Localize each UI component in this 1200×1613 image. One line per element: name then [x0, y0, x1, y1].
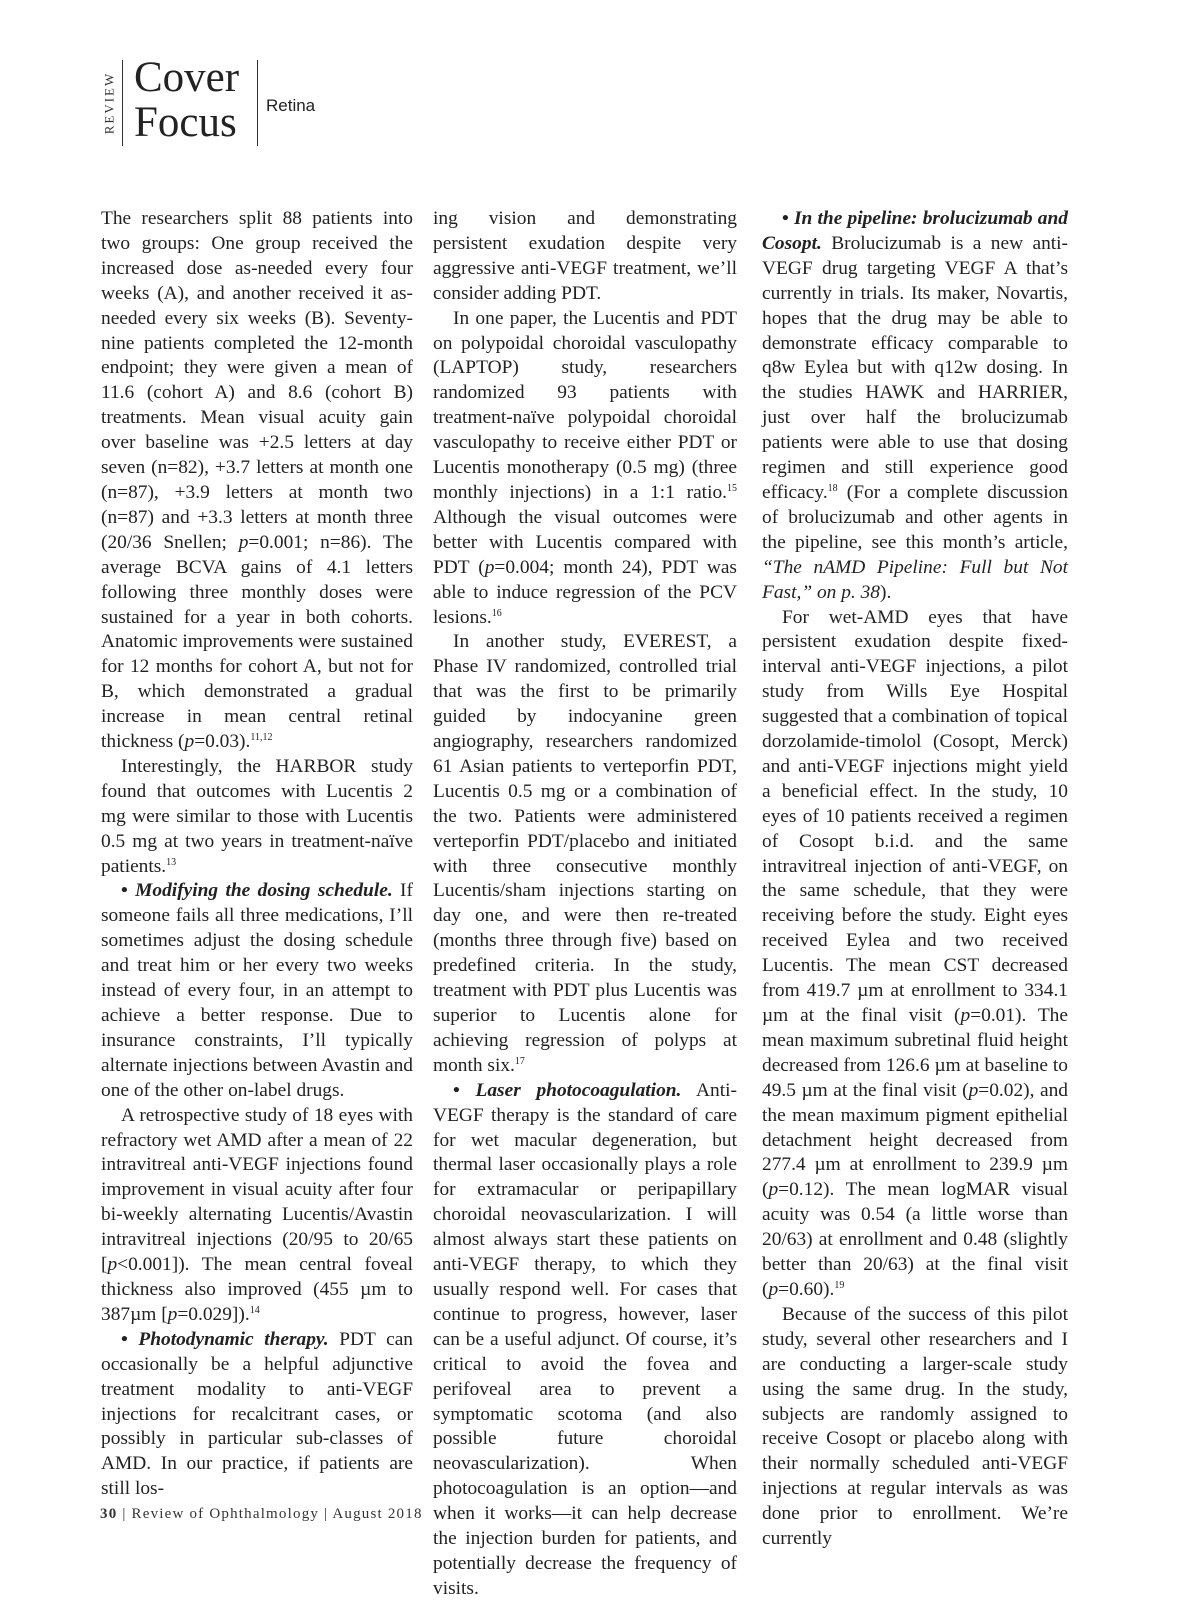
footnote-ref: 17 — [514, 1055, 525, 1067]
page-number: 30 — [100, 1506, 118, 1522]
footnote-ref: 13 — [166, 856, 177, 868]
cross-reference: “The nAMD Pipeline: Full but Not Fast,” on p. 38 — [762, 556, 1068, 603]
article-column-3 — [762, 207, 1068, 1552]
footnote-ref: 16 — [491, 607, 502, 619]
paragraph: Because of the success of this pilot study, several other researchers and I are conducting a larger-scale study using the same drug. In the study, subjects are randomly assigned to receive Cosopt or placebo along with their normally scheduled anti-VEGF injections at regular intervals as was done prior to enrollment. We’re currently — [762, 1303, 1068, 1550]
paragraph: For wet-AMD eyes that have persistent exudation despite fixed-interval anti-VEGF injections, a pilot study from Wills Eye Hospital suggested that a combination of topical dorzolamide-timolol (Cosopt, Merck) and anti-VEGF injections might yield a beneficial effect. In the study, 10 eyes of 10 patients received a regimen of Cosopt b.i.d. and the same intravitreal injection of anti-VEGF, on the same schedule, that they were receiving before the study. Eight eyes received Eylea and two received Lucentis. The mean CST decreased from 419.7 µm at enrollment to 334.1 µm at the final visit (p=0.01). The mean maximum subretinal fluid height decreased from 126.6 µm at baseline to 49.5 µm at the final visit (p=0.02), and the mean maximum pigment epithelial detachment height decreased from 277.4 µm at enrollment to 239.9 µm (p=0.12). The mean logMAR visual acuity was 0.54 (a little worse than 20/63) at enrollment and 0.48 (slightly better than 20/63) at the final visit (p=0.60).$^{19}$ — [762, 606, 1068, 1300]
paragraph: In another study, EVEREST, a Phase IV randomized, controlled trial that was the first to be primarily guided by indocyanine green angiography, researchers randomized 61 Asian patients to verteporfin PDT, Lucentis 0.5 mg or a combination of the two. Patients were administered verteporfin PDT/placebo and initiated with three consecutive monthly Lucentis/sham injections starting on day one, and were then re-treated (months three through five) based on predefined criteria. In the study, treatment with PDT plus Lucentis was superior to Lucentis alone for achieving regression of polyps at month six.$^{17}$ — [433, 631, 737, 1076]
bullet-icon: • — [121, 880, 128, 902]
footnote-ref: 15 — [727, 482, 737, 494]
paragraph: The researchers split 88 patients into two groups: One group received the increased dose as-needed every four weeks (A), and another received it as-needed every six weeks (B). Seventy-nine patients completed the 12-month endpoint; they were given a mean of 11.6 (cohort A) and 8.6 (cohort B) treatments. Mean visual acuity gain over baseline was +2.5 letters at day seven (n=82), +3.7 letters at month one (n=87), +3.9 letters at month two (n=87) and +3.3 letters at month three (20/36 Snellen; p=0.001; n=86). The average BCVA gains of 4.1 letters following three monthly doses were sustained for a year in both cohorts. Anatomic improvements were sustained for 12 months for cohort A, but not for B, which demonstrated a gradual increase in mean central retinal thickness (p=0.03).$^{11,12}$ — [101, 208, 413, 753]
paragraph: ing vision and demonstrating persistent exudation despite very aggressive anti-VEGF treatment, we’ll consider adding PDT. — [433, 208, 737, 304]
footnote-ref: 11,12 — [250, 732, 273, 744]
paragraph-subhead: • Modifying the dosing schedule. If someone fails all three medications, I’ll sometimes adjust the dosing schedule and treat him or her every two weeks instead of every four, in an attempt to achieve a better response. Due to insurance constraints, I’ll typically alternate injections between Avastin and one of the other on-label drugs. — [101, 880, 413, 1101]
article-column-2 — [433, 207, 737, 1602]
title-line-focus: Focus — [134, 99, 237, 146]
paragraph-subhead: • Laser photocoagulation. Anti-VEGF therapy is the standard of care for wet macular degeneration, but thermal laser occasionally plays a role for extramacular or peripapillary choroidal neovascularization. I will almost always start these patients on anti-VEGF therapy, to which they usually respond well. For cases that continue to progress, however, laser can be a useful adjunct. Of course, it’s critical to avoid the fovea and perifoveal area to prevent a symptomatic scotoma (and also possible future choroidal neovascularization). When photocoagulation is an option—and when it works—it can help decrease the injection burden for patients, and potentially decrease the frequency of visits. — [433, 1079, 737, 1599]
page-footer — [100, 1506, 423, 1523]
review-vertical-label: REVIEW — [101, 71, 117, 135]
title-line-cover: Cover — [134, 54, 240, 101]
section-title — [134, 55, 239, 145]
paragraph: Interestingly, the HARBOR study found that outcomes with Lucentis 2 mg were similar to those with Lucentis 0.5 mg at two years in treatment-naïve patients.$^{13}$ — [101, 755, 413, 877]
paragraph-subhead: • Photodynamic therapy. PDT can occasionally be a helpful adjunctive treatment modality to anti-VEGF injections for recalcitrant cases, or possibly in particular sub-classes of AMD. In our practice, if patients are still los- — [101, 1328, 414, 1500]
header-divider-left — [122, 60, 123, 146]
paragraph: A retrospective study of 18 eyes with refractory wet AMD after a mean of 22 intravitreal anti-VEGF injections found improvement in visual acuity after four bi-weekly alternating Lucentis/Avastin intravitreal injections (20/95 to 20/65 [p<0.001]). The mean central foveal thickness also improved (455 µm to 387µm [p=0.029]).$^{14}$ — [101, 1104, 413, 1325]
paragraph-subhead: • In the pipeline: brolucizumab and Cosopt. Brolucizumab is a new anti-VEGF drug targeting VEGF A that’s currently in trials. Its maker, Novartis, hopes that the drug may be able to demonstrate efficacy comparable to q8w Eylea but with q12w dosing. In the studies HAWK and HARRIER, just over half the brolucizumab patients were able to use that dosing regimen and still experience good efficacy.$^{18}$ (For a complete discussion of brolucizumab and other agents in the pipeline, see this month’s article, “The nAMD Pipeline: Full but Not Fast,” on p. 38). — [762, 208, 1068, 603]
header-divider-right — [257, 60, 258, 146]
bullet-icon: • — [121, 1328, 128, 1350]
subheading: In the pipeline: brolucizumab and Cosopt. — [762, 208, 1068, 254]
bullet-icon: • — [453, 1079, 460, 1101]
subheading: Modifying the dosing schedule. — [135, 880, 393, 902]
subheading: Photodynamic therapy. — [138, 1328, 329, 1350]
paragraph: In one paper, the Lucentis and PDT on polypoidal choroidal vasculopathy (LAPTOP) study, researchers randomized 93 patients with treatment-naïve polypoidal choroidal vasculopathy to receive either PDT or Lucentis monotherapy (0.5 mg) (three monthly injections) in a 1:1 ratio.$^{15}$ Although the visual outcomes were better with Lucentis compared with PDT (p=0.004; month 24), PDT was able to induce regression of the PCV lesions.$^{16}$ — [433, 307, 737, 628]
footer-separator: | — [324, 1506, 329, 1522]
article-column-1 — [101, 207, 413, 1502]
footnote-ref: 14 — [249, 1304, 260, 1316]
issue-date: August 2018 — [332, 1506, 423, 1522]
publication-name: Review of Ophthalmology — [131, 1506, 320, 1522]
subheading: Laser photocoagulation. — [475, 1079, 682, 1101]
footer-separator: | — [122, 1506, 127, 1522]
bullet-icon: • — [782, 208, 789, 229]
footnote-ref: 19 — [834, 1279, 845, 1291]
footnote-ref: 18 — [827, 482, 838, 494]
section-label: Retina — [266, 96, 316, 115]
